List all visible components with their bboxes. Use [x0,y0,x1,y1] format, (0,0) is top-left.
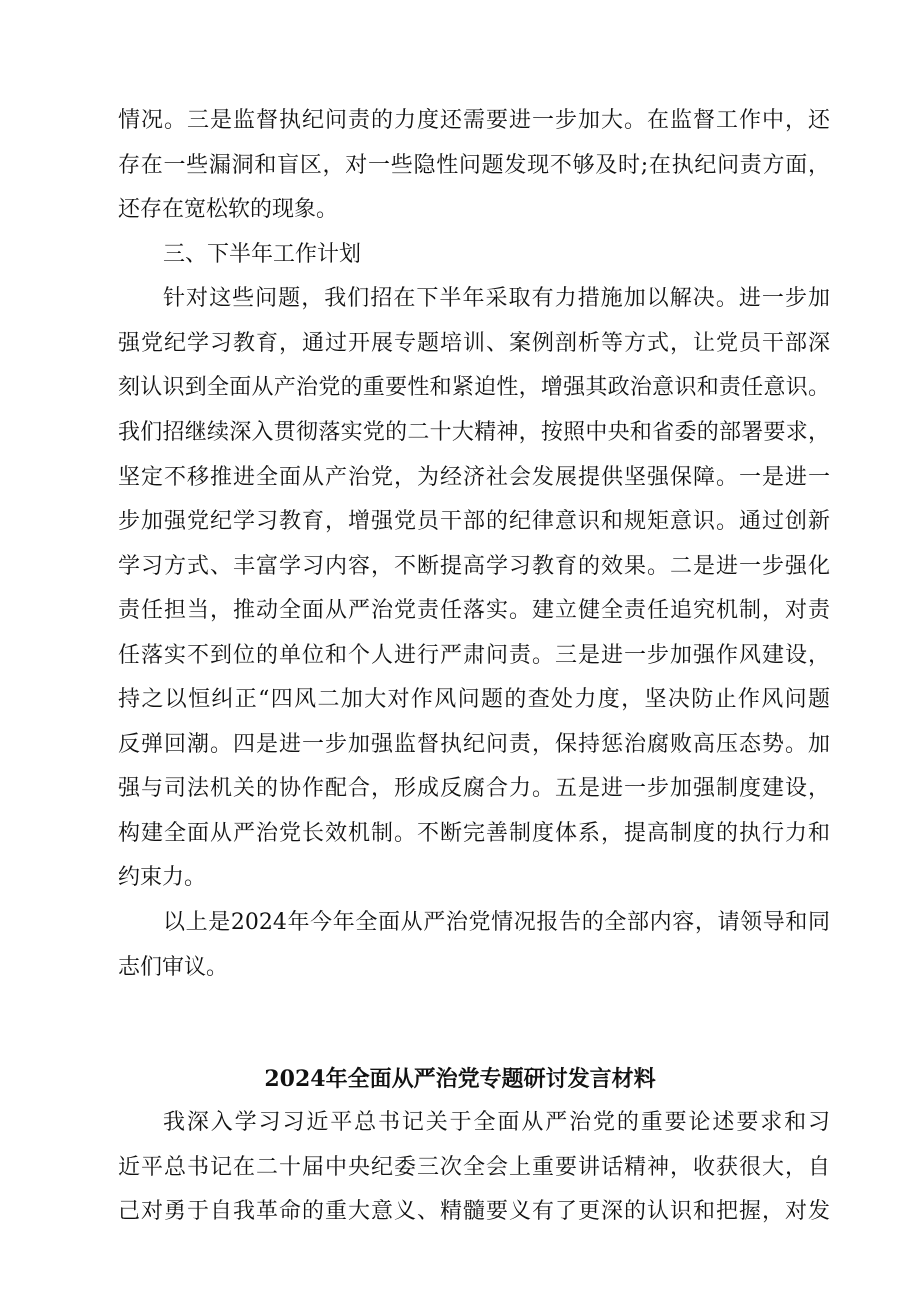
paragraph-line: 我们招继续深入贯彻落实党的二十大精神，按照中央和省委的部署要求， [118,420,830,445]
paragraph-line: 以上是2024年今年全面从严治党情况报告的全部内容，请领导和同 [163,910,830,935]
paragraph-line: 针对这些问题，我们招在下半年采取有力措施加以解决。进一步加 [163,286,830,311]
paragraph-line: 约束力。 [118,865,207,890]
paragraph-line: 刻认识到全面从产治党的重要性和紧迫性，增强其政治意识和责任意识。 [118,375,830,400]
paragraph-line: 强与司法机关的协作配合，形成反腐合力。五是进一步加强制度建设， [118,776,830,801]
paragraph-line: 我深入学习习近平总书记关于全面从严治党的重要论述要求和习 [163,1110,830,1135]
paragraph-line: 强党纪学习教育，通过开展专题培训、案例剖析等方式，让党员干部深 [118,331,830,356]
paragraph-line: 责任担当，推动全面从严治党责任落实。建立健全责任追究机制，对责 [118,598,830,623]
paragraph-line: 志们审议。 [118,955,229,980]
paragraph-line: 坚定不移推进全面从产治党，为经济社会发展提供坚强保障。一是进一 [118,465,830,490]
paragraph-line: 学习方式、丰富学习内容，不断提高学习教育的效果。二是进一步强化 [118,554,830,579]
paragraph-line: 步加强党纪学习教育，增强党员干部的纪律意识和规矩意识。通过创新 [118,509,830,534]
paragraph-line: 存在一些漏洞和盲区，对一些隐性问题发现不够及时;在执纪问责方面， [118,153,830,178]
document-title: 2024年全面从严治党专题研讨发言材料 [264,1066,656,1092]
paragraph-line: 任落实不到位的单位和个人进行严肃问责。三是进一步加强作风建设， [118,643,830,668]
paragraph-line: 持之以恒纠正“四风二加大对作风问题的查处力度，坚决防止作风问题 [118,687,830,712]
paragraph-line: 近平总书记在二十届中央纪委三次全会上重要讲话精神，收获很大，自 [118,1155,830,1180]
paragraph-line: 己对勇于自我革命的重大意义、精髓要义有了更深的认识和把握，对发 [118,1199,830,1224]
paragraph-line: 构建全面从严治党长效机制。不断完善制度体系，提高制度的执行力和 [118,821,830,846]
paragraph-line: 还存在宽松软的现象。 [118,197,339,222]
section-heading: 三、下半年工作计划 [163,242,362,267]
paragraph-line: 反弹回潮。四是进一步加强监督执纪问责，保持惩治腐败高压态势。加 [118,732,830,757]
paragraph-line: 情况。三是监督执纪问责的力度还需要进一步加大。在监督工作中，还 [118,108,830,133]
